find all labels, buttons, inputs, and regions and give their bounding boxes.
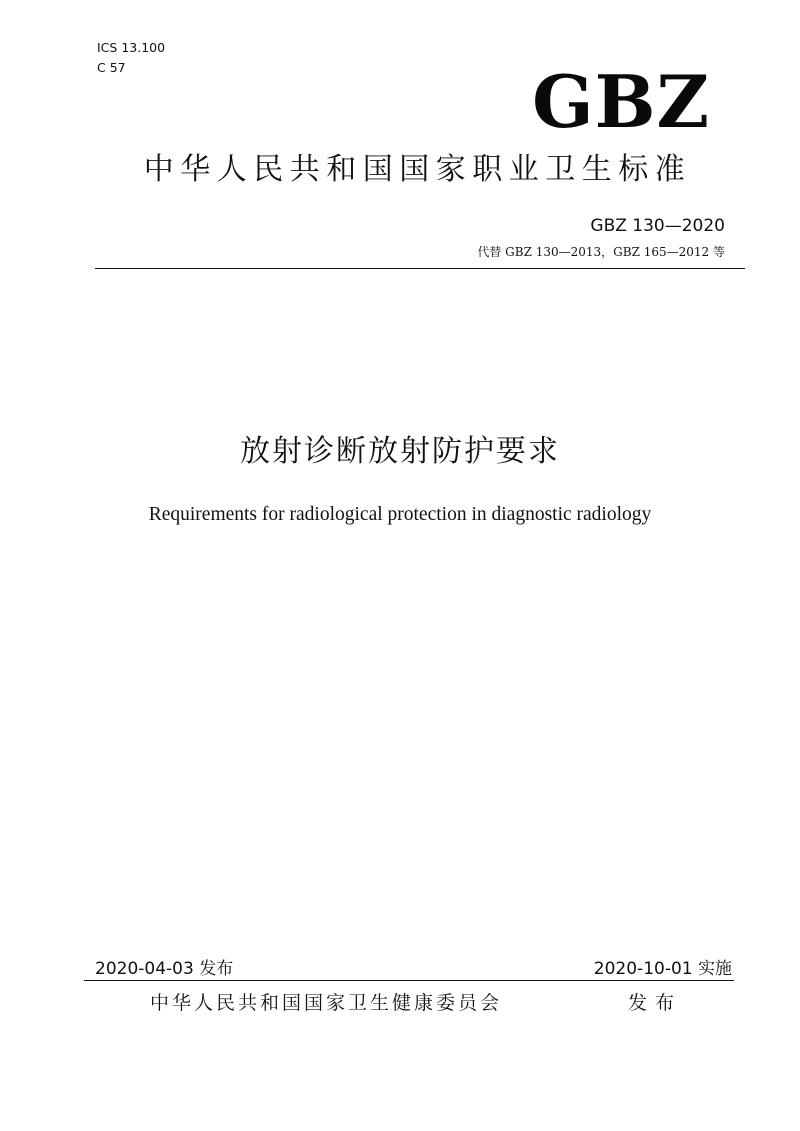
standard-number: GBZ 130—2020 (590, 216, 725, 236)
ccs-code: C 57 (97, 60, 126, 75)
publish-label: 发布 (628, 992, 683, 1014)
document-title-chinese: 放射诊断放射防护要求 (240, 434, 560, 469)
top-divider (95, 268, 745, 269)
document-title-english: Requirements for radiological protection in diagnostic radiology (148, 504, 652, 525)
ics-code: ICS 13.100 (97, 40, 166, 55)
issuing-authority: 中华人民共和国国家卫生健康委员会 (150, 992, 503, 1014)
standard-type-heading: 中华人民共和国国家职业卫生标准 (143, 152, 692, 187)
issue-date: 2020-04-03 发布 (95, 959, 234, 979)
gbz-logo: GBZ (532, 59, 710, 144)
implementation-date: 2020-10-01 实施 (593, 959, 732, 979)
replaces-note: 代替 GBZ 130—2013，GBZ 165—2012 等 (477, 245, 725, 259)
bottom-divider (84, 980, 734, 981)
